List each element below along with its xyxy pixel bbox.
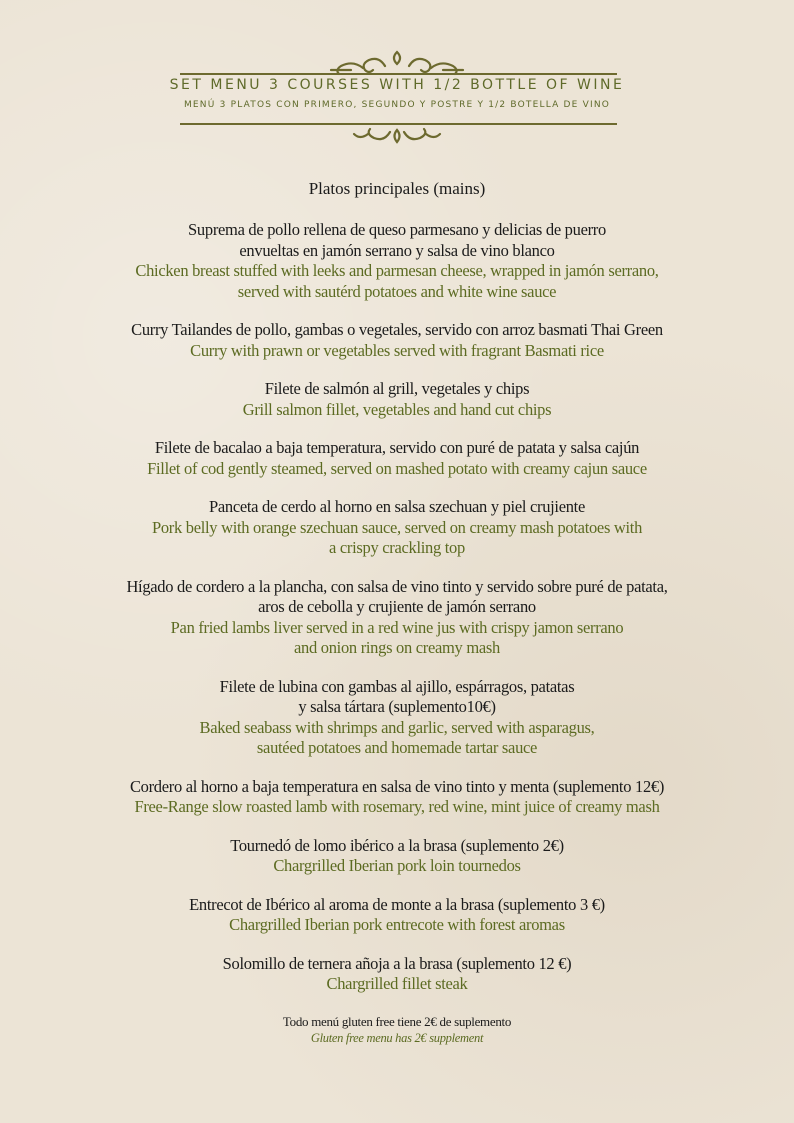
dish-name-en: Pan fried lambs liver served in a red wine jus with crispy jamon serrano [170, 617, 624, 637]
dish-name-en: Chargrilled Iberian pork entrecote with forest aromas [229, 915, 565, 934]
top-divider [180, 73, 617, 75]
dish-name-en: Curry with prawn or vegetables served with fragrant Basmati rice [190, 340, 604, 360]
dish-name-en: Baked seabass with shrimps and garlic, served with asparagus, [199, 717, 595, 737]
dish-item [0, 677, 794, 759]
dish-name-en: a crispy crackling top [329, 538, 465, 557]
gluten-free-note [0, 1013, 794, 1046]
dish-item [0, 438, 794, 479]
menu-subtitle: MENÚ 3 PLATOS CON PRIMERO, SEGUNDO Y POSTRE Y 1/2 BOTELLA DE VINO [183, 100, 611, 110]
dish-name-en: Grill salmon fillet, vegetables and hand cut chips [242, 399, 552, 419]
dish-name-es: Filete de salmón al grill, vegetales y chips [264, 379, 530, 398]
menu-header [0, 40, 794, 160]
dish-name-es: Filete de bacalao a baja temperatura, servido con puré de patata y salsa cajún [154, 438, 640, 457]
dish-name-es: Tournedó de lomo ibérico a la brasa (suplemento 2€) [230, 835, 564, 855]
dish-item [0, 220, 794, 302]
dish-item [0, 954, 794, 995]
dish-name-en: and onion rings on creamy mash [294, 638, 500, 657]
dish-name-en: Fillet of cod gently steamed, served on mashed potato with creamy cajun sauce [147, 458, 647, 478]
dish-name-es: Filete de lubina con gambas al ajillo, espárragos, patatas [219, 676, 575, 696]
dish-name-es: Hígado de cordero a la plancha, con salsa de vino tinto y servido sobre puré de patata, [126, 576, 668, 596]
dish-item [0, 320, 794, 361]
dish-name-es: y salsa tártara (suplemento10€) [298, 697, 496, 716]
dish-item [0, 497, 794, 559]
dish-name-en: Chargrilled fillet steak [326, 974, 468, 993]
dish-name-en: Pork belly with orange szechuan sauce, served on creamy mash potatoes with [151, 517, 643, 537]
menu-content [0, 178, 794, 1046]
menu-title: SET MENU 3 COURSES WITH 1/2 BOTTLE OF WINE [169, 77, 625, 93]
dish-name-es: Suprema de pollo rellena de queso parmesano y delicias de puerro [188, 220, 606, 239]
dish-name-en: Chicken breast stuffed with leeks and parmesan cheese, wrapped in jamón serrano, [135, 261, 659, 280]
dish-item [0, 777, 794, 818]
gluten-free-note-es: Todo menú gluten free tiene 2€ de suplemento [282, 1013, 512, 1029]
dish-name-en: Chargrilled Iberian pork loin tournedos [273, 856, 521, 875]
dish-name-es: Solomillo de ternera añoja a la brasa (suplemento 12 €) [222, 953, 572, 973]
dish-name-en: Free-Range slow roasted lamb with rosemary, red wine, mint juice of creamy mash [134, 797, 660, 816]
section-title: Platos principales (mains) [308, 179, 486, 198]
dish-name-es: Cordero al horno a baja temperatura en salsa de vino tinto y menta (suplemento 12€) [129, 776, 665, 796]
bottom-divider [180, 123, 617, 125]
dish-name-es: envueltas en jamón serrano y salsa de vino blanco [239, 240, 555, 260]
dish-item [0, 379, 794, 420]
dish-name-en: served with sautérd potatoes and white wine sauce [237, 281, 557, 301]
dish-item [0, 577, 794, 659]
flourish-ornament-icon [327, 48, 467, 76]
flourish-ornament-icon [352, 126, 442, 148]
dish-name-es: Panceta de cerdo al horno en salsa szechuan y piel crujiente [209, 497, 585, 516]
dish-item [0, 895, 794, 936]
dish-name-es: Entrecot de Ibérico al aroma de monte a la brasa (suplemento 3 €) [189, 894, 605, 914]
gluten-free-note-en: Gluten free menu has 2€ supplement [310, 1030, 484, 1045]
dish-name-es: Curry Tailandes de pollo, gambas o vegetales, servido con arroz basmati Thai Green [131, 320, 663, 339]
dish-name-en: sautéed potatoes and homemade tartar sauce [256, 738, 538, 757]
dish-item [0, 836, 794, 877]
dish-name-es: aros de cebolla y crujiente de jamón serrano [258, 597, 536, 616]
